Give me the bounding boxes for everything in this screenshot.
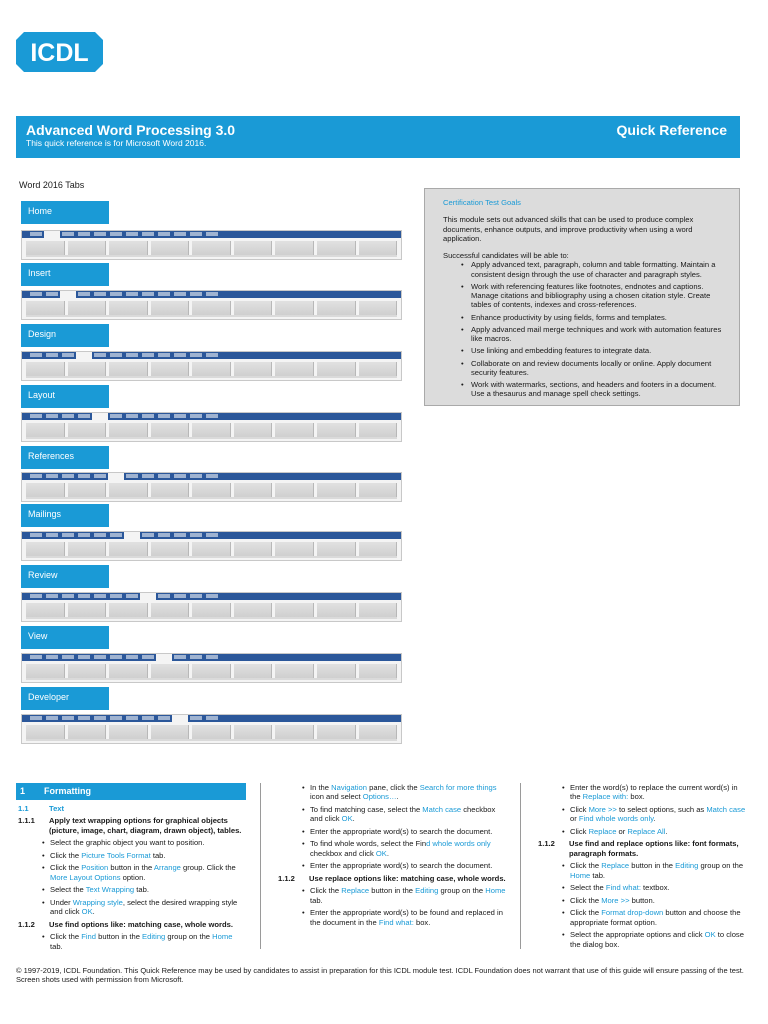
content-column-1 (16, 783, 246, 954)
goal-item: • Enhance productivity by using fields, forms and templates. (471, 313, 723, 322)
step-item: • Select the graphic object you want to position. (50, 838, 246, 847)
quick-reference-label: Quick Reference (616, 122, 727, 138)
topic-title: Use replace options like: matching case, whole words. (309, 873, 506, 883)
content-column-2 (276, 783, 506, 930)
content-column-3 (536, 783, 750, 952)
tab-label-references: References (21, 446, 109, 469)
goals-intro: This module sets out advanced skills that can be used to produce complex documents, enhance outputs, and improve productivity when using a word application. (443, 215, 694, 243)
goal-item: • Work with referencing features like footnotes, endnotes and captions. Manage citations and bibliography using a chosen citation style. Create tables of contents, indexes and cross-references. (471, 282, 723, 310)
topic-heading-find-replace-formats (536, 839, 750, 858)
tab-label-design: Design (21, 324, 109, 347)
steps-list (276, 783, 506, 871)
steps-list (536, 783, 750, 836)
step-item: • To find matching case, select the Match case checkbox and click OK. (310, 805, 506, 824)
tabs-heading: Word 2016 Tabs (19, 180, 85, 190)
step-item: • Select the Text Wrapping tab. (50, 885, 246, 894)
tab-label-developer: Developer (21, 687, 109, 710)
step-item: • Click the Picture Tools Format tab. (50, 851, 246, 860)
goal-item: • Collaborate on and review documents locally or online. Apply document security features. (471, 359, 723, 378)
tab-label-mailings: Mailings (21, 504, 109, 527)
section-title: Formatting (44, 786, 91, 796)
step-item: • Enter the appropriate word(s) to search the document. (310, 861, 506, 870)
ribbon-screenshot-review (21, 592, 402, 622)
column-divider (260, 783, 261, 949)
subsection-title: Text (49, 804, 65, 813)
goal-item: • Work with watermarks, sections, and headers and footers in a document. Use a thesaurus and manage spell check settings. (471, 380, 723, 399)
step-item: • Click Replace or Replace All. (570, 827, 750, 836)
tab-label-home: Home (21, 201, 109, 224)
steps-list (16, 838, 246, 916)
topic-title: Apply text wrapping options for graphical objects (picture, image, chart, diagram, drawn object), tables. (49, 816, 242, 835)
goals-title: Certification Test Goals (443, 198, 521, 207)
topic-heading-replace (276, 874, 506, 883)
step-item: • Click the More >> button. (570, 896, 750, 905)
ribbon-screenshot-references (21, 472, 402, 502)
topic-heading-1-1-1 (16, 816, 246, 835)
title-banner (16, 116, 740, 158)
tab-label-view: View (21, 626, 109, 649)
ribbon-screenshot-design (21, 351, 402, 381)
document-subtitle: This quick reference is for Microsoft Word 2016. (26, 138, 207, 148)
topic-number: 1.1.2 (538, 839, 555, 849)
ribbon-screenshot-developer (21, 714, 402, 744)
goal-item: • Apply advanced text, paragraph, column and table formatting. Maintain a consistent design through the use of character and paragraph styles. (471, 260, 723, 279)
topic-title: Use find and replace options like: font formats, paragraph formats. (569, 839, 739, 858)
icdl-logo (16, 32, 103, 72)
topic-title: Use find options like: matching case, whole words. (49, 919, 233, 929)
topic-heading-1-1-2 (16, 920, 246, 929)
tab-label-layout: Layout (21, 385, 109, 408)
logo-text: ICDL (30, 39, 89, 67)
steps-list (536, 861, 750, 949)
section-header-formatting (16, 783, 246, 800)
document-title: Advanced Word Processing 3.0 (26, 122, 236, 138)
steps-list (276, 886, 506, 927)
goals-list (443, 260, 723, 398)
step-item: • Click the Replace button in the Editing group on the Home tab. (310, 886, 506, 905)
step-item: • Enter the appropriate word(s) to be found and replaced in the document in the Find what: box. (310, 908, 506, 927)
topic-number: 1.1.2 (278, 873, 295, 883)
copyright-footer: © 1997-2019, ICDL Foundation. This Quick Reference may be used by candidates to assist in preparation for this ICDL module test. ICDL Foundation does not warrant that use of this guide will ensure passing of the test. Screen shots used with permission from Microsoft. (16, 966, 744, 985)
step-item: • Click the Find button in the Editing group on the Home tab. (50, 932, 246, 951)
goal-item: • Use linking and embedding features to integrate data. (471, 346, 723, 355)
tab-label-insert: Insert (21, 263, 109, 286)
section-number: 1 (20, 786, 26, 796)
ribbon-screenshot-layout (21, 412, 402, 442)
step-item: • Under Wrapping style, select the desired wrapping style and click OK. (50, 898, 246, 917)
subsection-heading-text (16, 804, 246, 813)
step-item: • Click the Format drop-down button and choose the appropriate format option. (570, 908, 750, 927)
step-item: • Select the Find what: textbox. (570, 883, 750, 892)
ribbon-screenshot-home (21, 230, 402, 260)
step-item: • Select the appropriate options and click OK to close the dialog box. (570, 930, 750, 949)
ribbon-screenshot-mailings (21, 531, 402, 561)
step-item: • Click the Replace button in the Editing group on the Home tab. (570, 861, 750, 880)
goal-item: • Apply advanced mail merge techniques and work with automation features like macros. (471, 325, 723, 344)
topic-number: 1.1.1 (18, 816, 35, 826)
step-item: • Click More >> to select options, such as Match case or Find whole words only. (570, 805, 750, 824)
topic-number: 1.1.2 (18, 919, 35, 929)
step-item: • In the Navigation pane, click the Search for more things icon and select Options…. (310, 783, 506, 802)
subsection-number: 1.1 (18, 804, 29, 813)
step-item: • Enter the appropriate word(s) to search the document. (310, 827, 506, 836)
certification-goals-box (424, 188, 740, 406)
ribbon-screenshot-view (21, 653, 402, 683)
goals-lead: Successful candidates will be able to: (443, 251, 569, 260)
step-item: • Click the Position button in the Arrange group. Click the More Layout Options option. (50, 863, 246, 882)
steps-list (16, 932, 246, 951)
step-item: • Enter the word(s) to replace the current word(s) in the Replace with: box. (570, 783, 750, 802)
column-divider (520, 783, 521, 949)
tab-label-review: Review (21, 565, 109, 588)
step-item: • To find whole words, select the Find whole words only checkbox and click OK. (310, 839, 506, 858)
ribbon-screenshot-insert (21, 290, 402, 320)
